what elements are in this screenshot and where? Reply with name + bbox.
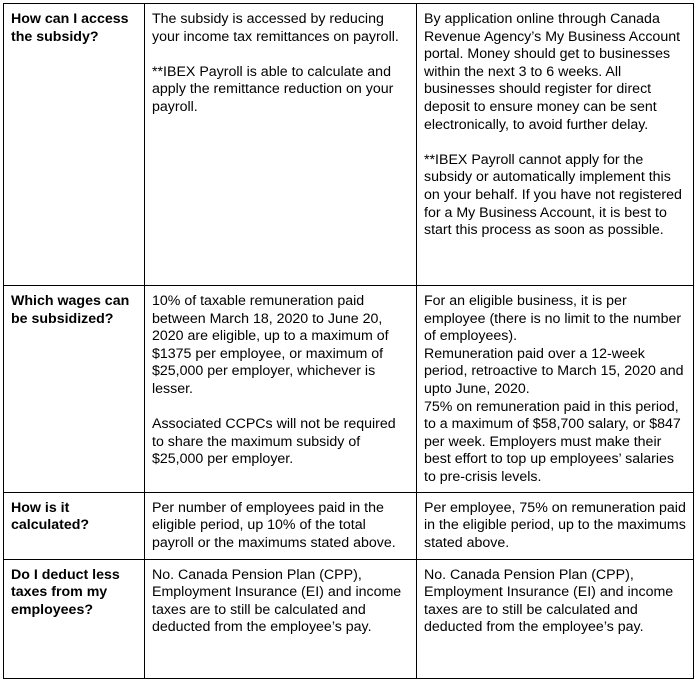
paragraph: For an eligible business, it is per employee (there is no limit to the number of employees).: [424, 293, 682, 345]
question-text: How can I access the subsidy?: [11, 11, 129, 45]
answer-cell-column-2: [145, 492, 417, 559]
paragraph: No. Canada Pension Plan (CPP), Employment Insurance (EI) and income taxes are to still be calculated and deducted from the employee’s pay.: [152, 566, 402, 636]
question-text: Do I deduct less taxes from my employees?: [11, 566, 120, 618]
paragraph: The subsidy is accessed by reducing your income tax remittances on payroll.: [152, 11, 399, 45]
answer-cell-column-3: [417, 559, 694, 678]
subsidy-comparison-table: [3, 3, 694, 679]
table-row: [4, 559, 694, 678]
paragraph: Per number of employees paid in the eligible period, up 10% of the total payroll or the maximums stated above.: [152, 499, 396, 551]
paragraph: 75% on remuneration paid in this period, to a maximum of $58,700 salary, or $847 per week. Employers must make their best effort to top up employees’ salaries to pre-crisis levels.: [424, 398, 681, 485]
question-cell: [4, 286, 145, 493]
paragraph: Associated CCPCs will not be required to share the maximum subsidy of $25,000 per employer.: [152, 416, 396, 468]
paragraph: **IBEX Payroll cannot apply for the subsidy or automatically implement this on your behalf. If you have not registered for a My Business Account, it is best to start this process as soon as possible.: [424, 151, 682, 239]
paragraph: **IBEX Payroll is able to calculate and apply the remittance reduction on your payroll.: [152, 63, 394, 115]
paragraph: Remuneration paid over a 12-week period, retroactive to March 15, 2020 and upto June, 2020.: [424, 345, 684, 397]
question-text: How is it calculated?: [11, 499, 90, 534]
paragraph: 10% of taxable remuneration paid between March 18, 2020 to June 20, 2020 are eligible, up to a maximum of $1375 per employee, or maximum of $25,000 per employer, whichever is lesser.: [152, 293, 389, 397]
paragraph: No. Canada Pension Plan (CPP), Employment Insurance (EI) and income taxes are to still be calculated and deducted from the employee’s pay.: [424, 566, 674, 636]
question-text: Which wages can be subsidized?: [11, 293, 130, 327]
paragraph: Per employee, 75% on remuneration paid in the eligible period, up to the maximums stated above.: [424, 499, 686, 551]
paragraph: By application online through Canada Revenue Agency’s My Business Account portal. Money should get to businesses within the next 3 to 6 weeks. All businesses should register for direct deposit to ensure money can be sent electronically, to avoid further delay.: [424, 11, 681, 133]
answer-cell-column-3: [417, 286, 694, 493]
table-row: [4, 286, 694, 493]
answer-cell-column-2: [145, 286, 417, 493]
question-cell: [4, 492, 145, 559]
answer-cell-column-3: [417, 4, 694, 286]
table-row: [4, 492, 694, 559]
answer-cell-column-3: [417, 492, 694, 559]
answer-cell-column-2: [145, 559, 417, 678]
table-row: [4, 4, 694, 286]
question-cell: [4, 4, 145, 286]
question-cell: [4, 559, 145, 678]
answer-cell-column-2: [145, 4, 417, 286]
